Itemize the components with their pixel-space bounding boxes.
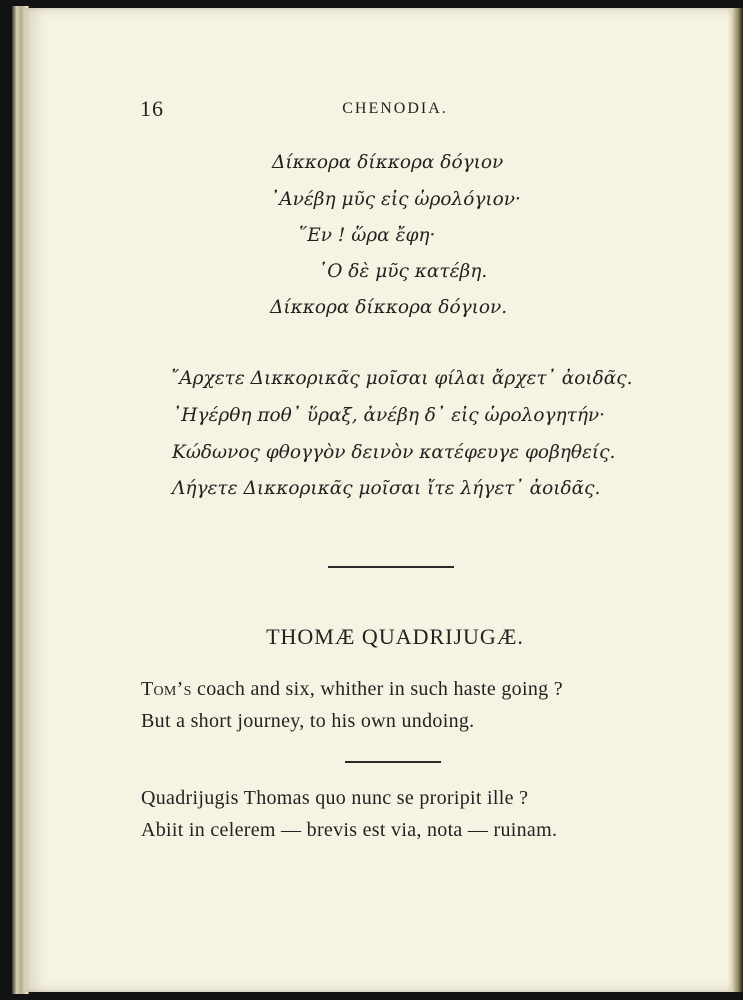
section-divider bbox=[328, 566, 454, 568]
verse-divider bbox=[345, 761, 441, 763]
stanza1-line-3: ῞Εν ! ὥρα ἔφη· bbox=[298, 225, 436, 246]
english-line-1-smallcaps: Tom’s bbox=[141, 678, 192, 700]
stanza1-line-1: Δίκκορα δίκκορα δόγιον bbox=[272, 152, 504, 173]
stanza1-line-5: Δίκκορα δίκκορα δόγιον. bbox=[270, 297, 508, 318]
page-edge bbox=[731, 8, 743, 992]
stanza1-line-2: ᾿Ανέβη μῦς εἰς ὡρολόγιον· bbox=[270, 189, 521, 210]
english-line-2: But a short journey, to his own undoing. bbox=[141, 710, 475, 732]
english-line-1 bbox=[141, 678, 563, 701]
stanza2-line-2: ᾿Ηγέρθη ποθ᾿ ὕραξ, ἀνέβη δ᾿ εἰς ὡρολογητήν· bbox=[172, 405, 606, 426]
latin-line-1: Quadrijugis Thomas quo nunc se proripit ille ? bbox=[141, 787, 529, 809]
running-head: CHENODIA. bbox=[342, 100, 448, 117]
latin-line-2: Abiit in celerem — brevis est via, nota — ruinam. bbox=[141, 819, 558, 841]
section-title: THOMÆ QUADRIJUGÆ. bbox=[266, 624, 524, 649]
page-number: 16 bbox=[140, 96, 164, 121]
english-line-1-rest: coach and six, whither in such haste going ? bbox=[191, 678, 563, 700]
stanza2-line-4: Λήγετε Δικκορικᾶς μοῖσαι ἴτε λήγετ᾿ ἀοιδᾶς. bbox=[172, 478, 601, 499]
stanza2-line-1: ῎Αρχετε Δικκορικᾶς μοῖσαι φίλαι ἄρχετ᾿ ἀοιδᾶς. bbox=[170, 368, 633, 389]
stanza1-line-4: ῾Ο δὲ μῦς κατέβη. bbox=[318, 261, 488, 282]
stanza2-line-3: Κώδωνος φθογγὸν δεινὸν κατέφευγε φοβηθείς. bbox=[172, 442, 616, 463]
